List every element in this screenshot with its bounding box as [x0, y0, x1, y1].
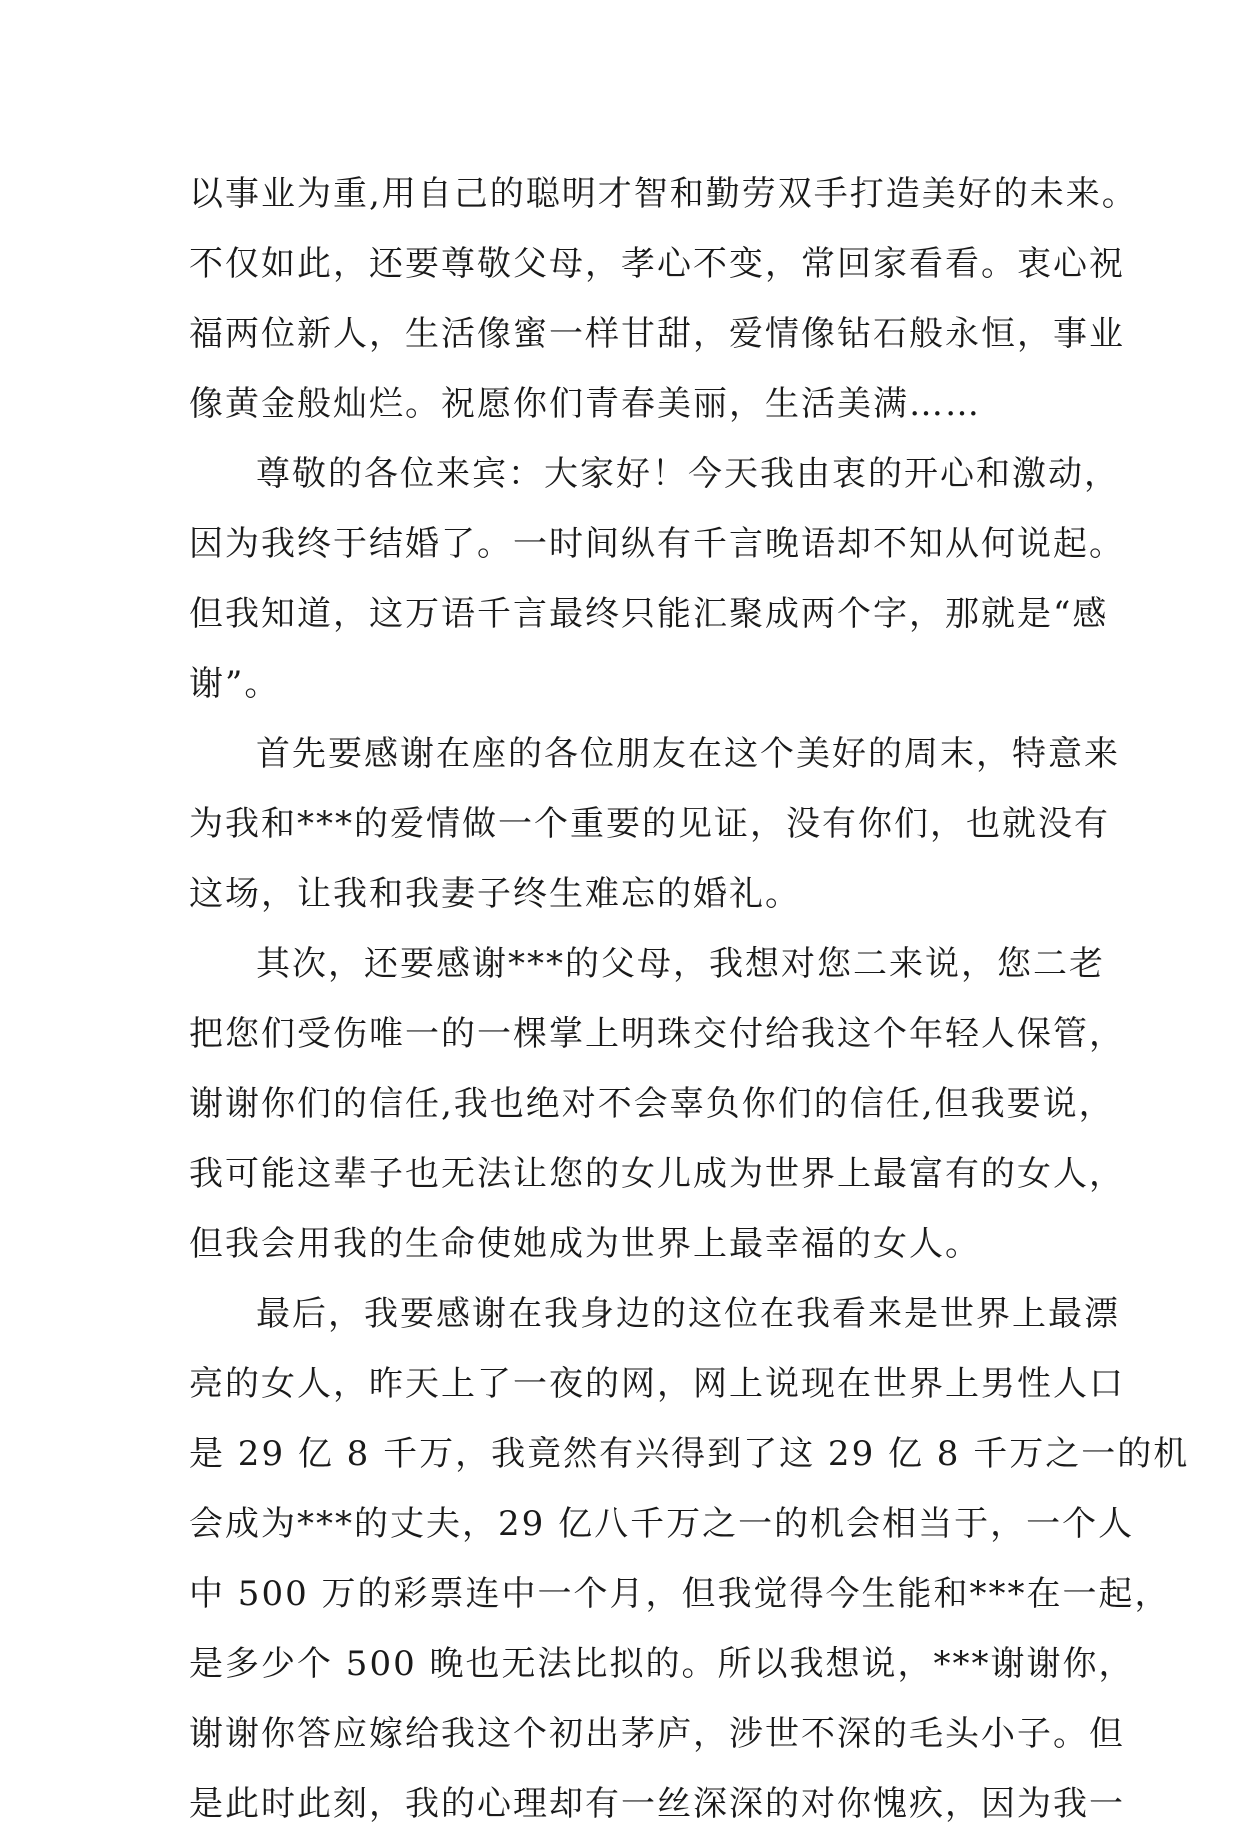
text-line: 最后，我要感谢在我身边的这位在我看来是世界上最漂 — [256, 1294, 1120, 1334]
text-line: 是多少个 500 晚也无法比拟的。所以我想说，***谢谢你， — [189, 1644, 1135, 1684]
text-line: 首先要感谢在座的各位朋友在这个美好的周末，特意来 — [256, 734, 1120, 774]
text-line: 是 29 亿 8 千万，我竟然有兴得到了这 29 亿 8 千万之一的机 — [189, 1434, 1190, 1474]
body-text — [189, 159, 1190, 1839]
text-line: 其次，还要感谢***的父母，我想对您二来说，您二老 — [256, 944, 1105, 984]
text-line: 中 500 万的彩票连中一个月，但我觉得今生能和***在一起， — [189, 1574, 1171, 1614]
text-line: 但我会用我的生命使她成为世界上最幸福的女人。 — [189, 1224, 981, 1264]
text-line: 但我知道，这万语千言最终只能汇聚成两个字，那就是“感 — [189, 594, 1109, 634]
text-line: 谢谢你答应嫁给我这个初出茅庐，涉世不深的毛头小子。但 — [189, 1714, 1125, 1754]
text-line: 是此时此刻，我的心理却有一丝深深的对你愧疚，因为我一 — [189, 1784, 1125, 1824]
text-line: 我可能这辈子也无法让您的女儿成为世界上最富有的女人， — [189, 1154, 1125, 1194]
text-line: 因为我终于结婚了。一时间纵有千言晚语却不知从何说起。 — [189, 524, 1125, 564]
text-line: 这场，让我和我妻子终生难忘的婚礼。 — [189, 874, 801, 914]
text-line: 不仅如此，还要尊敬父母，孝心不变，常回家看看。衷心祝 — [189, 244, 1125, 284]
text-line: 把您们受伤唯一的一棵掌上明珠交付给我这个年轻人保管， — [189, 1014, 1125, 1054]
text-line: 亮的女人，昨天上了一夜的网，网上说现在世界上男性人口 — [189, 1364, 1125, 1404]
text-line: 福两位新人，生活像蜜一样甘甜，爱情像钻石般永恒，事业 — [189, 314, 1125, 354]
text-line: 为我和***的爱情做一个重要的见证，没有你们，也就没有 — [189, 804, 1110, 844]
text-line: 会成为***的丈夫，29 亿八千万之一的机会相当于，一个人 — [189, 1504, 1135, 1544]
text-line: 以事业为重,用自己的聪明才智和勤劳双手打造美好的未来。 — [189, 174, 1138, 214]
text-line: 谢”。 — [189, 664, 281, 704]
text-line: 像黄金般灿烂。祝愿你们青春美丽，生活美满…… — [189, 384, 981, 424]
text-line: 谢谢你们的信任,我也绝对不会辜负你们的信任,但我要说， — [189, 1084, 1115, 1124]
text-line: 尊敬的各位来宾：大家好！今天我由衷的开心和激动， — [256, 454, 1120, 494]
